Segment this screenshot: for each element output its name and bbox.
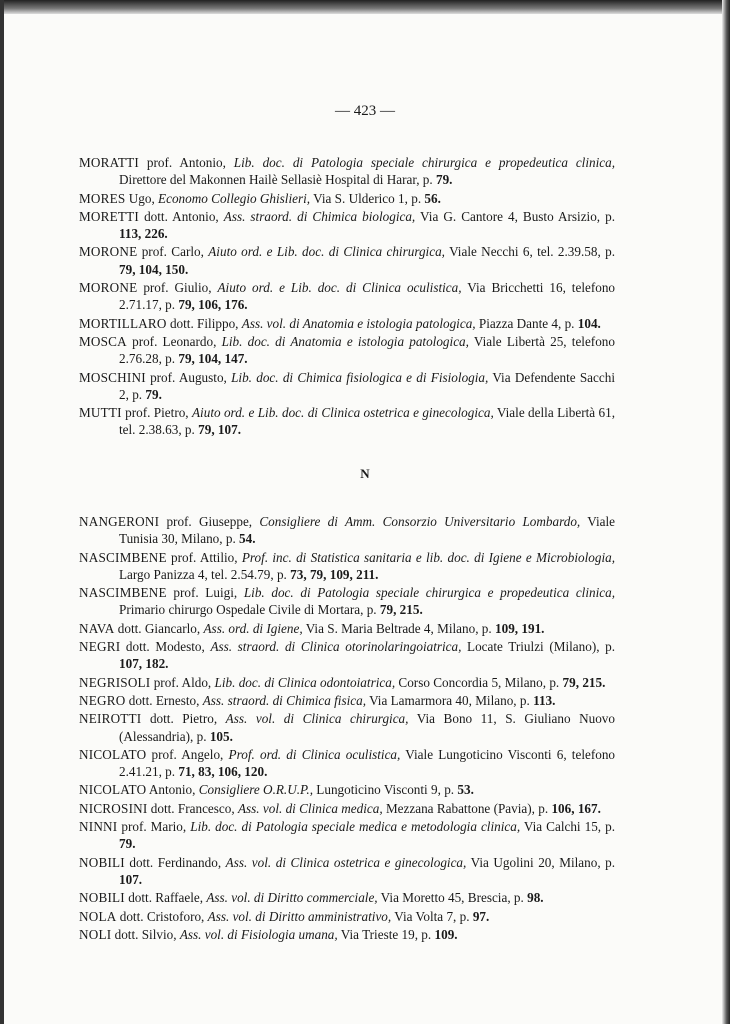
entry-pages: 79, 106, 176.	[178, 297, 248, 313]
directory-entry	[79, 243, 615, 278]
directory-entry	[79, 800, 615, 817]
entry-surname: NASCIMBENE	[79, 585, 167, 601]
directory-entry	[79, 620, 615, 637]
entry-address: Via Defendente Sacchi 2, p.	[119, 369, 615, 402]
entry-surname: MORONE	[79, 280, 138, 296]
directory-entry	[79, 692, 615, 709]
entry-given-name: dott. Pietro,	[149, 711, 218, 727]
entry-address: Piazza Dante 4, p.	[478, 315, 575, 331]
entry-given-name: prof. Giuseppe,	[166, 514, 253, 529]
entry-given-name: prof. Angelo,	[151, 746, 224, 762]
entry-given-name: prof. Mario,	[121, 819, 187, 835]
entry-pages: 98.	[527, 890, 544, 906]
entry-role: Aiuto ord. e Lib. doc. di Clinica oculistica,	[217, 280, 462, 296]
entry-surname: NAVA	[79, 620, 115, 636]
scan-top-edge	[0, 0, 730, 14]
entry-given-name: prof. Leonardo,	[132, 333, 217, 349]
entry-pages: 107, 182.	[119, 656, 169, 672]
entry-role: Ass. vol. di Diritto commerciale,	[206, 890, 378, 906]
entry-address: Viale Libertà 25, telefono 2.76.28, p.	[119, 333, 615, 367]
entry-given-name: prof. Giulio,	[143, 280, 212, 296]
directory-entry	[79, 154, 615, 189]
entry-address: Via Bricchetti 16, telefono 2.71.17, p.	[119, 280, 616, 313]
entry-address: Via Calchi 15, p.	[523, 819, 616, 835]
entry-address: Viale della Libertà 61, tel. 2.38.63, p.	[119, 405, 616, 438]
entry-given-name: prof. Carlo,	[141, 244, 204, 260]
entries-m-list	[79, 154, 615, 440]
entry-surname: NEIROTTI	[79, 711, 142, 727]
entry-address: Lungoticino Visconti 9, p.	[316, 782, 455, 798]
entry-surname: MUTTI	[79, 405, 122, 421]
entry-pages: 79, 107.	[198, 422, 241, 438]
entry-surname: NICOLATO	[79, 782, 147, 798]
entry-role: Lib. doc. di Patologia speciale medica e metodologia clinica,	[190, 819, 521, 835]
entry-pages: 71, 83, 106, 120.	[178, 764, 268, 780]
directory-entry	[79, 513, 615, 548]
entry-given-name: Ugo,	[128, 190, 155, 206]
directory-entry	[79, 818, 615, 853]
entry-address: Via Bono 11, S. Giuliano Nuovo (Alessandria), p.	[119, 711, 615, 744]
entry-address: Direttore del Makonnen Hailè Sellasiè Hospital di Harar, p.	[119, 172, 433, 188]
directory-entry	[79, 710, 615, 745]
entry-address: Viale Lungoticino Visconti 6, telefono 2.41.21, p.	[119, 746, 616, 780]
scan-left-edge	[0, 0, 4, 1024]
entry-address: Via S. Ulderico 1, p.	[313, 190, 422, 206]
entry-given-name: prof. Aldo,	[153, 674, 212, 690]
entry-address: Via G. Cantore 4, Busto Arsizio, p.	[420, 208, 616, 224]
entry-role: Ass. vol. di Clinica chirurgica,	[225, 711, 409, 727]
entry-surname: MOSCHINI	[79, 369, 146, 385]
entry-role: Prof. inc. di Statistica sanitaria e lib. doc. di Igiene e Microbiologia,	[241, 549, 616, 565]
entry-pages: 54.	[239, 531, 256, 547]
entries-n-list	[79, 513, 615, 944]
entry-pages: 104.	[577, 315, 601, 331]
entry-role: Aiuto ord. e Lib. doc. di Clinica ostetrica e ginecologica,	[192, 405, 494, 421]
entry-pages: 113, 226.	[119, 226, 168, 242]
entry-address: Corso Concordia 5, Milano, p.	[398, 674, 560, 690]
entry-role: Ass. vol. di Fisiologia umana,	[179, 926, 338, 942]
entry-role: Ass. straord. di Chimica biologica,	[223, 208, 416, 224]
entry-pages: 109, 191.	[495, 620, 545, 636]
entry-pages: 53.	[457, 782, 474, 798]
entry-surname: NEGRI	[79, 639, 121, 655]
entry-given-name: dott. Ernesto,	[128, 692, 200, 708]
entry-pages: 79, 215.	[379, 602, 423, 618]
entry-address: Via S. Maria Beltrade 4, Milano, p.	[305, 620, 492, 636]
directory-entry	[79, 926, 615, 943]
entry-address: Viale Tunisia 30, Milano, p.	[119, 514, 616, 547]
directory-entry	[79, 638, 615, 673]
entry-role: Prof. ord. di Clinica oculistica,	[228, 746, 401, 762]
entry-surname: NICOLATO	[79, 746, 147, 762]
entry-address: Via Volta 7, p.	[394, 908, 470, 924]
entry-address: Largo Panizza 4, tel. 2.54.79, p.	[119, 566, 287, 582]
directory-entry	[79, 549, 615, 584]
entry-surname: NOLA	[79, 908, 117, 924]
entry-given-name: dott. Filippo,	[169, 315, 239, 331]
directory-entry	[79, 746, 615, 781]
entry-pages: 79.	[435, 172, 453, 188]
entry-surname: MORATTI	[79, 155, 140, 170]
entry-role: Ass. vol. di Anatomia e istologia patologica,	[241, 315, 476, 331]
entry-pages: 113.	[533, 692, 556, 708]
directory-entry	[79, 889, 615, 906]
entry-pages: 79, 215.	[562, 674, 606, 690]
entry-pages: 79, 104, 147.	[178, 351, 248, 367]
entry-pages: 106, 167.	[551, 800, 601, 816]
scan-right-edge	[722, 0, 730, 1024]
entry-role: Lib. doc. di Anatomia e istologia patologica,	[221, 333, 469, 349]
entry-pages: 79, 104, 150.	[119, 261, 189, 277]
entry-address: Via Lamarmora 40, Milano, p.	[369, 692, 530, 708]
entry-address: Primario chirurgo Ospedale Civile di Mortara, p.	[119, 602, 377, 618]
entry-role: Lib. doc. di Patologia speciale chirurgica e propedeutica clinica,	[233, 155, 616, 170]
entry-role: Consigliere di Amm. Consorzio Universitario Lombardo,	[259, 514, 581, 529]
entry-surname: NICROSINI	[79, 800, 148, 816]
entry-address: Via Moretto 45, Brescia, p.	[380, 890, 524, 906]
entry-given-name: Antonio,	[148, 782, 196, 798]
entry-pages: 79.	[145, 386, 162, 402]
entry-address: Via Ugolini 20, Milano, p.	[470, 854, 616, 870]
entry-surname: NEGRO	[79, 692, 126, 708]
entry-pages: 109.	[434, 926, 458, 942]
entry-given-name: dott. Antonio,	[144, 208, 219, 224]
entry-surname: NEGRISOLI	[79, 674, 151, 690]
entry-address: Mezzana Rabattone (Pavia), p.	[385, 800, 549, 816]
entry-role: Consigliere O.R.U.P.,	[198, 782, 313, 798]
entry-surname: NOBILI	[79, 890, 125, 906]
directory-entry	[79, 404, 615, 439]
entry-role: Ass. vol. di Clinica ostetrica e ginecologica,	[225, 854, 467, 870]
entry-given-name: prof. Antonio,	[146, 155, 226, 170]
directory-entry	[79, 315, 615, 332]
entry-given-name: prof. Pietro,	[125, 405, 189, 421]
entry-address: Via Trieste 19, p.	[340, 926, 432, 942]
entry-address: Locate Triulzi (Milano), p.	[467, 639, 616, 655]
directory-entry	[79, 279, 615, 314]
entry-role: Ass. straord. di Clinica otorinolaringoiatrica,	[210, 639, 462, 655]
directory-entry	[79, 333, 615, 368]
directory-entry	[79, 584, 615, 619]
entry-pages: 107.	[119, 871, 143, 887]
entry-role: Aiuto ord. e Lib. doc. di Clinica chirurgica,	[208, 244, 445, 260]
entry-surname: NANGERONI	[79, 514, 160, 529]
entry-pages: 79.	[119, 836, 136, 852]
entry-role: Economo Collegio Ghislieri,	[158, 190, 311, 206]
entry-surname: MOSCA	[79, 333, 127, 349]
entry-surname: NASCIMBENE	[79, 549, 167, 565]
directory-entry	[79, 369, 615, 404]
entry-given-name: dott. Ferdinando,	[129, 854, 222, 870]
entry-role: Lib. doc. di Patologia speciale chirurgica e propedeutica clinica,	[243, 585, 616, 601]
page-number: — 423 —	[335, 103, 395, 119]
entry-surname: MORTILLARO	[79, 315, 167, 331]
directory-entry	[79, 908, 615, 925]
entry-given-name: dott. Raffaele,	[128, 890, 204, 906]
directory-entry	[79, 781, 615, 798]
entry-pages: 56.	[424, 190, 441, 206]
entry-given-name: prof. Attilio,	[171, 549, 238, 565]
directory-entry	[79, 190, 615, 207]
entry-role: Lib. doc. di Clinica odontoiatrica,	[214, 674, 396, 690]
entry-given-name: prof. Luigi,	[173, 585, 238, 601]
entry-given-name: dott. Francesco,	[150, 800, 235, 816]
entry-role: Ass. straord. di Chimica fisica,	[202, 692, 367, 708]
entry-given-name: prof. Augusto,	[150, 369, 227, 385]
entry-given-name: dott. Cristoforo,	[119, 908, 205, 924]
entry-given-name: dott. Modesto,	[125, 639, 205, 655]
entry-pages: 97.	[472, 908, 490, 924]
entry-role: Ass. vol. di Diritto amministrativo,	[207, 908, 392, 924]
section-letter-heading: N	[360, 466, 370, 481]
entry-surname: NINNI	[79, 819, 118, 835]
entry-address: Viale Necchi 6, tel. 2.39.58, p.	[449, 244, 615, 260]
entry-given-name: dott. Giancarlo,	[117, 620, 201, 636]
entry-role: Ass. ord. di Igiene,	[203, 620, 303, 636]
entry-pages: 105.	[209, 728, 233, 744]
entry-given-name: dott. Silvio,	[114, 926, 177, 942]
entry-surname: MORES	[79, 190, 126, 206]
directory-entry	[79, 854, 615, 889]
directory-entry	[79, 208, 615, 243]
entry-surname: NOBILI	[79, 854, 125, 870]
entry-role: Lib. doc. di Chimica fisiologica e di Fisiologia,	[231, 369, 489, 385]
entry-surname: MORONE	[79, 244, 138, 260]
directory-entry	[79, 674, 615, 691]
entry-pages: 73, 79, 109, 211.	[290, 566, 379, 582]
entry-role: Ass. vol. di Clinica medica,	[237, 800, 383, 816]
entry-surname: NOLI	[79, 926, 112, 942]
entry-surname: MORETTI	[79, 208, 140, 224]
